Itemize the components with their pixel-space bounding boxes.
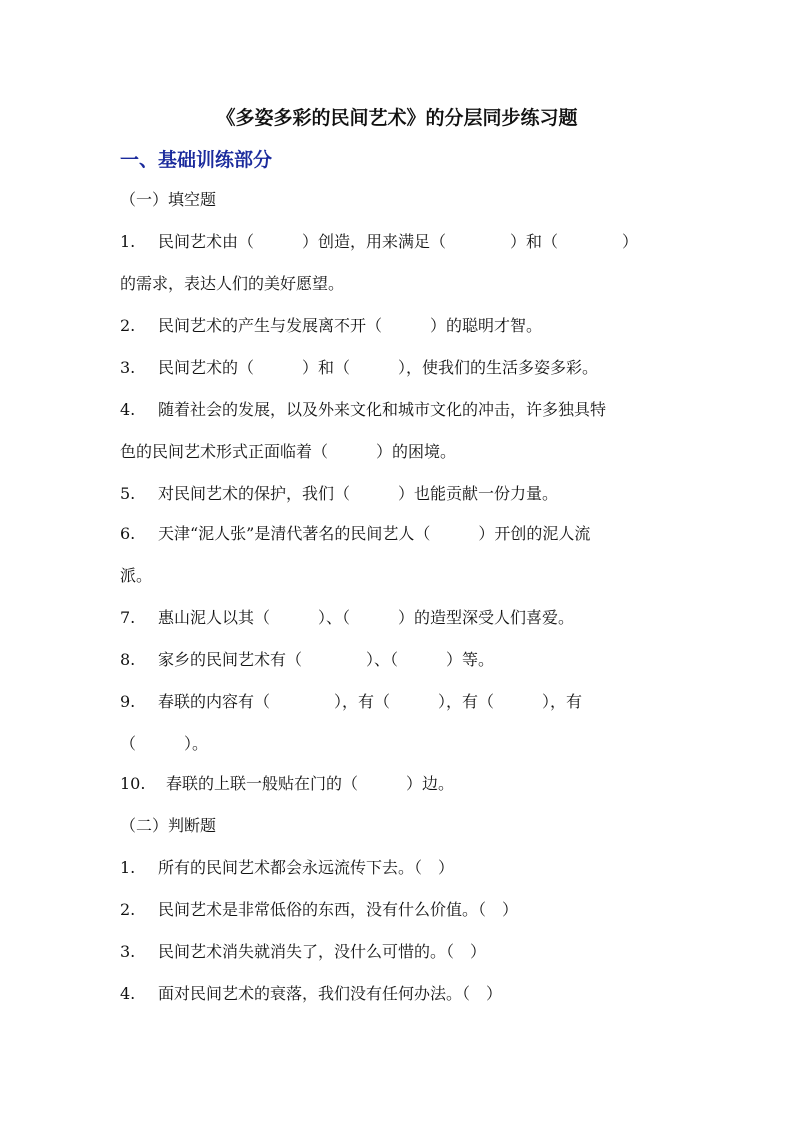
question-number: 10. — [120, 774, 146, 793]
question-text: 民间艺术是非常低俗的东西，没有什么价值。（ ） — [158, 900, 519, 919]
question-number: 4. — [120, 400, 136, 419]
true-false-heading: （二）判断题 — [120, 816, 217, 835]
question-number: 1. — [120, 858, 136, 877]
question-text: 对民间艺术的保护，我们（ ）也能贡献一份力量。 — [158, 484, 559, 503]
question-text: 春联的内容有（ ），有（ ），有（ ），有 — [158, 692, 583, 711]
fill-question-2 — [120, 314, 676, 338]
question-text: 面对民间艺术的衰落，我们没有任何办法。（ ） — [158, 984, 503, 1003]
question-text: 民间艺术消失就消失了，没什么可惜的。（ ） — [158, 942, 487, 961]
question-number: 5. — [120, 484, 136, 503]
fill-question-4 — [120, 398, 676, 422]
fill-question-6 — [120, 522, 676, 546]
judge-question-4 — [120, 982, 676, 1006]
fill-question-9-continued: （ ）。 — [120, 734, 209, 753]
section-heading-basic: 一、基础训练部分 — [120, 149, 273, 171]
fill-blank-heading: （一）填空题 — [120, 190, 217, 209]
question-number: 9. — [120, 692, 136, 711]
question-text: 家乡的民间艺术有（ ）、（ ）等。 — [158, 650, 495, 669]
question-number: 4. — [120, 984, 136, 1003]
question-number: 8. — [120, 650, 136, 669]
judge-question-3 — [120, 940, 676, 964]
fill-question-10 — [120, 772, 676, 796]
fill-question-4-continued: 色的民间艺术形式正面临着（ ）的困境。 — [120, 442, 457, 461]
question-text: 民间艺术由（ ）创造，用来满足（ ）和（ ） — [158, 232, 639, 251]
question-number: 2. — [120, 316, 136, 335]
question-text: 随着社会的发展，以及外来文化和城市文化的冲击，许多独具特 — [158, 400, 607, 419]
fill-question-1-continued: 的需求，表达人们的美好愿望。 — [120, 274, 345, 293]
fill-question-9 — [120, 690, 676, 714]
question-text: 民间艺术的（ ）和（ ），使我们的生活多姿多彩。 — [158, 358, 599, 377]
fill-question-1 — [120, 230, 676, 254]
question-text: 所有的民间艺术都会永远流传下去。（ ） — [158, 858, 455, 877]
page-title: 《多姿多彩的民间艺术》的分层同步练习题 — [216, 107, 578, 129]
question-text: 惠山泥人以其（ ）、（ ）的造型深受人们喜爱。 — [158, 608, 575, 627]
fill-question-5 — [120, 482, 676, 506]
question-number: 6. — [120, 524, 136, 543]
question-number: 7. — [120, 608, 136, 627]
judge-question-2 — [120, 898, 676, 922]
question-number: 2. — [120, 900, 136, 919]
question-number: 3. — [120, 358, 136, 377]
fill-question-6-continued: 派。 — [120, 566, 153, 585]
question-text: 民间艺术的产生与发展离不开（ ）的聪明才智。 — [158, 316, 543, 335]
judge-question-1 — [120, 856, 676, 880]
question-number: 1. — [120, 232, 136, 251]
fill-question-8 — [120, 648, 676, 672]
fill-question-3 — [120, 356, 676, 380]
question-text: 天津“泥人张”是清代著名的民间艺人（ ）开创的泥人流 — [158, 524, 591, 543]
question-text: 春联的上联一般贴在门的（ ）边。 — [166, 774, 455, 793]
question-number: 3. — [120, 942, 136, 961]
fill-question-7 — [120, 606, 676, 630]
